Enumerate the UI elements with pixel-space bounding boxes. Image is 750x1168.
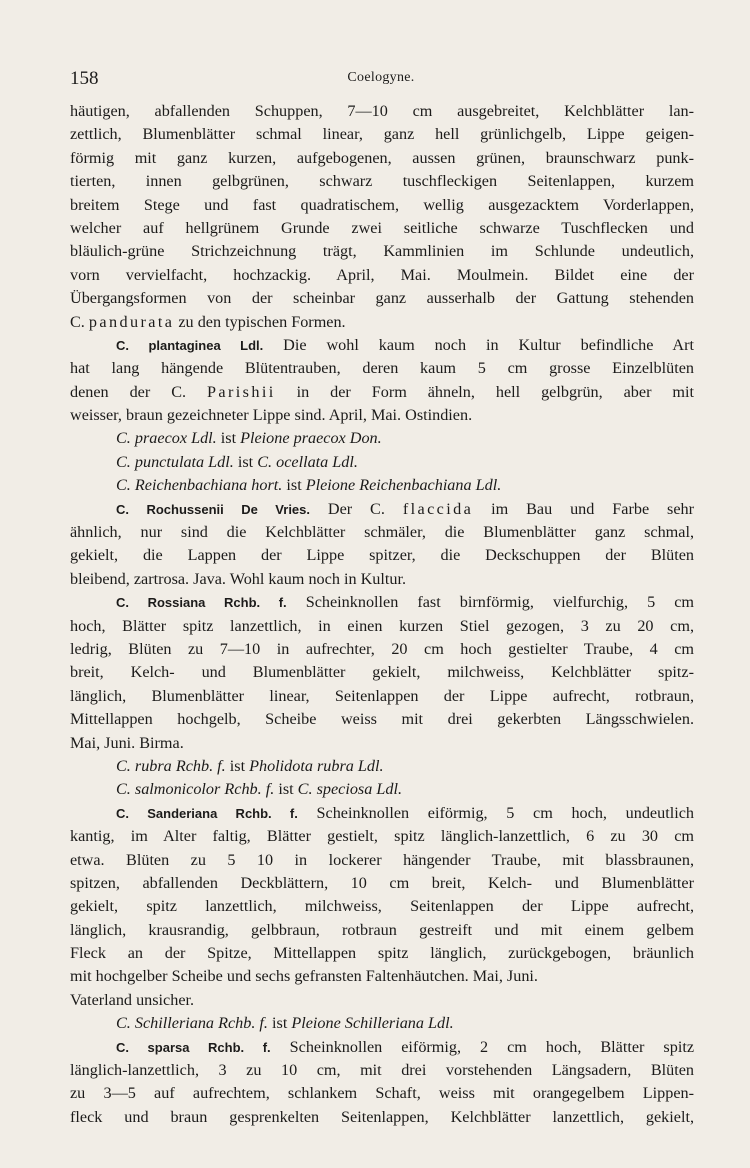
text-line (70, 194, 694, 217)
species-heading: C. plantaginea Ldl. (116, 337, 264, 353)
text-run: Mittellappen hochgelb, Scheibe weiss mit drei gekerbten Längsschwielen. (70, 710, 694, 729)
synonym-name: C. speciosa Ldl. (297, 780, 402, 799)
text-line (70, 755, 694, 778)
text-run: zu 3—5 auf aufrechtem, schlankem Schaft, weiss mit orangegelbem Lippen- (70, 1084, 694, 1103)
text-run: kantig, im Alter faltig, Blätter gestielt, spitz länglich-lanzettlich, 6 zu 30 cm (70, 827, 694, 846)
text-run: breit, Kelch- und Blumenblätter gekielt, milchweiss, Kelchblätter spitz- (70, 663, 694, 682)
text-line (70, 895, 694, 918)
text-run: zettlich, Blumenblätter schmal linear, ganz hell grünlichgelb, Lippe geigen- (70, 125, 694, 144)
text-run: denen der C. (70, 382, 207, 401)
text-run: gekielt, spitz lanzettlich, milchweiss, Seitenlappen der Lippe aufrecht, (70, 897, 694, 916)
text-line (70, 1012, 694, 1035)
species-heading: C. Rochussenii De Vries. (116, 501, 310, 517)
text-run: ist (282, 476, 306, 495)
text-line (70, 1106, 694, 1129)
text-line (70, 568, 694, 591)
text-line (70, 544, 694, 567)
text-run: C. (70, 312, 89, 331)
text-run: pandurata (88, 312, 175, 331)
text-run: Mai, Juni. Birma. (70, 733, 184, 752)
synonym-name: C. ocellata Ldl. (257, 452, 358, 471)
page-header (70, 68, 692, 94)
text-run: im Bau und Farbe sehr (473, 499, 694, 518)
text-line (70, 240, 694, 263)
synonym-name: C. salmonicolor Rchb. f. (116, 780, 275, 799)
text-run: in der Form ähneln, hell gelbgrün, aber mit (275, 382, 694, 401)
synonym-name: C. praecox Ldl. (116, 429, 217, 448)
text-run: Scheinknollen fast birnförmig, vielfurchig, 5 cm (286, 593, 694, 612)
text-run: flaccida (402, 499, 474, 518)
text-line (70, 381, 694, 404)
text-run: länglich-lanzettlich, 3 zu 10 cm, mit drei vorstehenden Längsadern, Blüten (70, 1061, 694, 1080)
text-line (70, 287, 694, 310)
text-line (70, 170, 694, 193)
text-run: ist (233, 452, 258, 471)
synonym-name: C. rubra Rchb. f. (116, 756, 226, 775)
text-line (70, 802, 694, 825)
synonym-name: Pleione Reichenbachiana Ldl. (305, 476, 502, 495)
text-run: etwa. Blüten zu 5 10 in lockerer hängender Traube, mit blassbraunen, (70, 850, 694, 869)
text-run: bleibend, zartrosa. Java. Wohl kaum noch in Kultur. (70, 569, 407, 588)
synonym-name: Pleione praecox Don. (240, 429, 382, 448)
text-run: ist (267, 1014, 292, 1033)
text-line (70, 264, 694, 287)
text-run: ledrig, Blüten zu 7—10 in aufrechter, 20 cm hoch gestielter Traube, 4 cm (70, 639, 694, 658)
text-line (70, 825, 694, 848)
species-heading: C. sparsa Rchb. f. (116, 1039, 271, 1055)
text-run: mit hochgelber Scheibe und sechs gefransten Faltenhäutchen. Mai, Juni. (70, 967, 538, 986)
text-line (70, 638, 694, 661)
synonym-name: C. Schilleriana Rchb. f. (116, 1014, 268, 1033)
text-run: Fleck an der Spitze, Mittellappen spitz länglich, zurückgebogen, bräunlich (70, 944, 694, 963)
text-line (70, 849, 694, 872)
text-line (70, 615, 694, 638)
synonym-name: C. punctulata Ldl. (116, 452, 234, 471)
text-run: länglich, Blumenblätter linear, Seitenlappen der Lippe aufrecht, rotbraun, (70, 686, 694, 705)
text-line (70, 451, 694, 474)
text-line (70, 708, 694, 731)
page-number: 158 (70, 68, 99, 89)
synonym-name: C. Reichenbachiana hort. (116, 476, 283, 495)
text-run: förmig mit ganz kurzen, aufgebogenen, aussen grünen, braunschwarz punk- (70, 148, 694, 167)
text-run: Scheinknollen eiförmig, 2 cm hoch, Blätter spitz (270, 1037, 694, 1056)
text-line (70, 1082, 694, 1105)
text-line (70, 311, 694, 334)
text-line (70, 498, 694, 521)
text-line (70, 661, 694, 684)
text-run: gekielt, die Lappen der Lippe spitzer, die Deckschuppen der Blüten (70, 546, 694, 565)
synonym-name: Pleione Schilleriana Ldl. (291, 1014, 454, 1033)
text-line (70, 427, 694, 450)
species-heading: C. Sanderiana Rchb. f. (116, 805, 298, 821)
text-run: Die wohl kaum noch in Kultur befindliche Art (263, 335, 694, 354)
text-run: Scheinknollen eiförmig, 5 cm hoch, undeutlich (297, 803, 694, 822)
text-run: hat lang hängende Blütentrauben, deren kaum 5 cm grosse Einzelblüten (70, 359, 694, 378)
text-line (70, 942, 694, 965)
text-run: Übergangsformen von der scheinbar ganz ausserhalb der Gattung stehenden (70, 289, 694, 308)
text-line (70, 123, 694, 146)
text-line (70, 474, 694, 497)
text-run: ist (225, 756, 250, 775)
text-run: Der C. (310, 499, 403, 518)
text-line (70, 147, 694, 170)
text-line (70, 989, 694, 1012)
text-run: fleck und braun gesprenkelten Seitenlappen, Kelchblätter lanzettlich, gekielt, (70, 1107, 694, 1126)
text-run: breitem Stege und fast quadratischem, wellig ausgezacktem Vorderlappen, (70, 195, 694, 214)
text-run: ähnlich, nur sind die Kelchblätter schmäler, die Blumenblätter ganz schmal, (70, 523, 694, 542)
text-run: weisser, braun gezeichneter Lippe sind. April, Mai. Ostindien. (70, 406, 473, 425)
text-line (70, 334, 694, 357)
text-line (70, 919, 694, 942)
text-run: länglich, krausrandig, gelbbraun, rotbraun gestreift und mit einem gelbem (70, 920, 694, 939)
text-line (70, 100, 694, 123)
text-line (70, 732, 694, 755)
text-run: ist (274, 780, 298, 799)
text-line (70, 1036, 694, 1059)
text-run: bläulich-grüne Strichzeichnung trägt, Kammlinien im Schlunde undeutlich, (70, 242, 694, 261)
text-line (70, 872, 694, 895)
text-line (70, 1059, 694, 1082)
text-line (70, 591, 694, 614)
text-run: welcher auf hellgrünem Grunde zwei seitliche schwarze Tuschflecken und (70, 218, 694, 237)
text-run: Vaterland unsicher. (70, 990, 195, 1009)
synonym-name: Pholidota rubra Ldl. (249, 756, 384, 775)
text-run: tierten, innen gelbgrünen, schwarz tuschfleckigen Seitenlappen, kurzem (70, 172, 694, 191)
species-heading: C. Rossiana Rchb. f. (116, 595, 287, 611)
text-run: vorn vervielfacht, hochzackig. April, Mai. Moulmein. Bildet eine der (70, 265, 694, 284)
text-run: Parishii (206, 382, 276, 401)
body-text (70, 100, 694, 1129)
text-run: ist (216, 429, 241, 448)
running-title: Coelogyne. (347, 70, 415, 85)
text-run: spitzen, abfallenden Deckblättern, 10 cm breit, Kelch- und Blumenblätter (70, 873, 694, 892)
text-line (70, 357, 694, 380)
text-line (70, 217, 694, 240)
text-line (70, 965, 694, 988)
text-run: hoch, Blätter spitz lanzettlich, in einen kurzen Stiel gezogen, 3 zu 20 cm, (70, 616, 694, 635)
text-line (70, 685, 694, 708)
text-run: häutigen, abfallenden Schuppen, 7—10 cm ausgebreitet, Kelchblätter lan- (70, 102, 694, 120)
text-line (70, 404, 694, 427)
text-line (70, 521, 694, 544)
text-run: zu den typischen Formen. (174, 312, 346, 331)
text-line (70, 778, 694, 801)
